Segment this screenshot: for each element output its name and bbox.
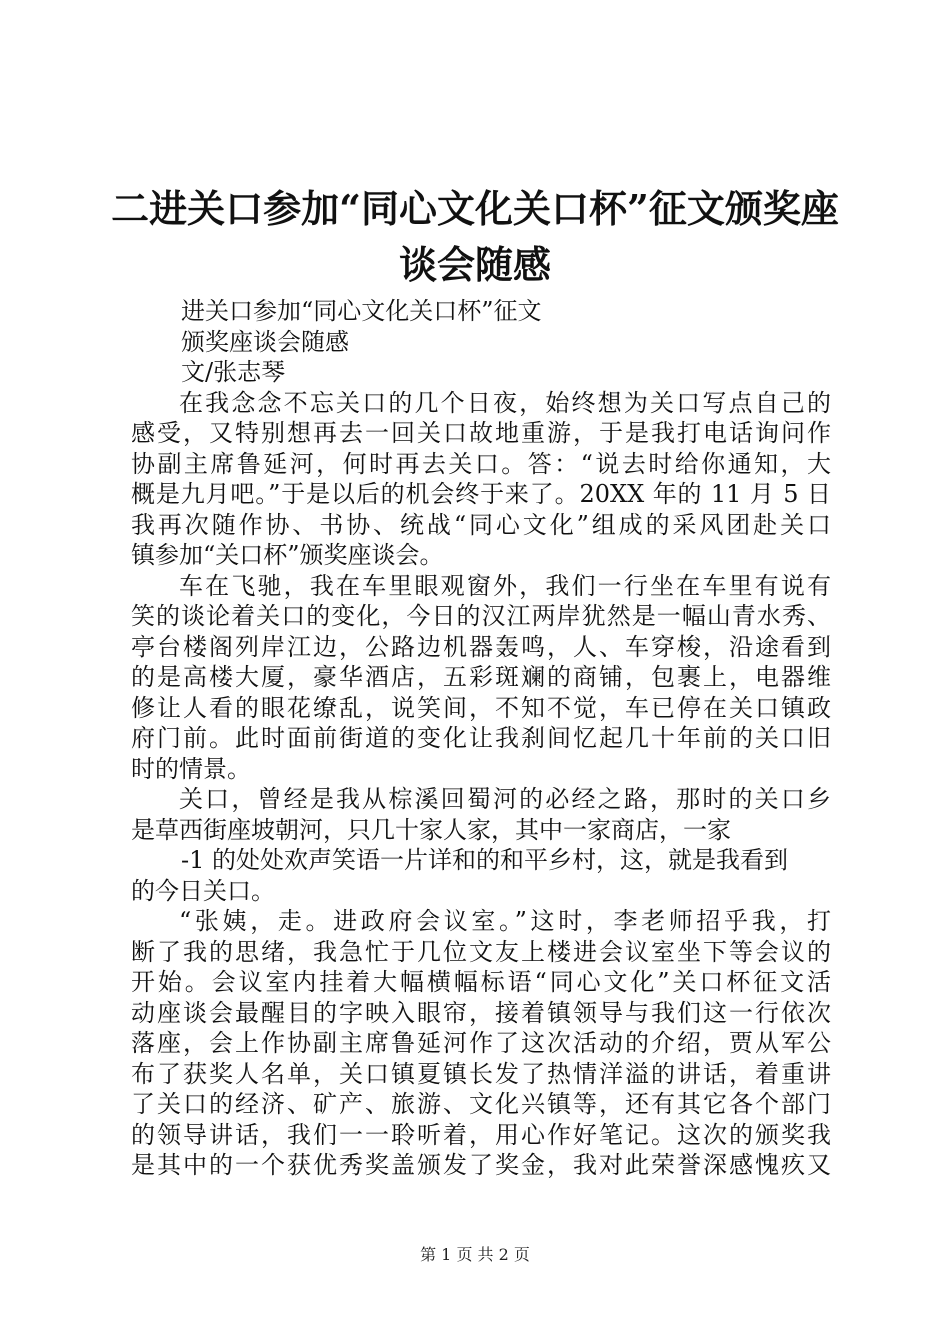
body-line: 布了获奖人名单，关口镇夏镇长发了热情洋溢的讲话，着重讲 xyxy=(131,1059,831,1088)
body-line: 落座，会上作协副主席鲁延河作了这次活动的介绍，贾从军公 xyxy=(131,1029,831,1057)
document-title-line-2: 谈会随感 xyxy=(398,242,551,287)
body-line: 亭台楼阁列岸江边，公路边机器轰鸣，人、车穿梭，沿途看到 xyxy=(131,632,831,661)
body-line: 是其中的一个获优秀奖盖颁发了奖金，我对此荣誉深感愧疚又 xyxy=(131,1151,831,1179)
body-line: 的领导讲话，我们一一聆听着，用心作好笔记。这次的颁奖我 xyxy=(131,1120,831,1149)
document-body xyxy=(131,296,831,1181)
body-line: 修让人看的眼花缭乱，说笑间，不知不觉，车已停在关口镇政 xyxy=(131,693,831,722)
body-line: 笑的谈论着关口的变化，今日的汉江两岸犹然是一幅山青水秀、 xyxy=(131,602,831,630)
body-line: 在我念念不忘关口的几个日夜，始终想为关口写点自己的 xyxy=(179,388,831,417)
body-line: 关口，曾经是我从棕溪回蜀河的必经之路，那时的关口乡 xyxy=(179,785,831,813)
body-line: 概是九月吧。”于是以后的机会终于来了。20XX 年的 11 月 5 日 xyxy=(131,480,831,508)
body-line: 是草西街座坡朝河，只几十家人家，其中一家商店，一家 xyxy=(131,815,731,844)
body-line: “张姨，走。进政府会议室。”这时，李老师招乎我，打 xyxy=(179,907,831,935)
document-title-line-1: 二进关口参加“同心文化关口杯”征文颁奖座 xyxy=(111,186,839,231)
body-line: 了关口的经济、矿产、旅游、文化兴镇等，还有其它各个部门 xyxy=(131,1090,831,1118)
body-line: 进关口参加“同心文化关口杯”征文 xyxy=(181,297,542,325)
body-line: -1 的处处欢声笑语一片详和的和平乡村，这，就是我看到 xyxy=(181,846,789,874)
body-line: 的今日关口。 xyxy=(131,876,275,905)
page-footer: 第 1 页 共 2 页 xyxy=(420,1245,530,1264)
body-line: 时的情景。 xyxy=(131,754,251,783)
body-line: 我再次随作协、书协、统战“同心文化”组成的采风团赴关口 xyxy=(131,510,831,539)
body-line: 颁奖座谈会随感 xyxy=(181,327,349,356)
body-line: 动座谈会最醒目的字映入眼帘，接着镇领导与我们这一行依次 xyxy=(131,998,831,1027)
body-line: 感受，又特别想再去一回关口故地重游，于是我打电话询问作 xyxy=(131,419,831,447)
body-line: 镇参加“关口杯”颁奖座谈会。 xyxy=(131,541,444,569)
body-line: 的是高楼大厦，豪华酒店，五彩斑斓的商铺，包裹上，电器维 xyxy=(131,663,831,691)
body-line: 文/张志琴 xyxy=(181,358,286,386)
body-line: 开始。会议室内挂着大幅横幅标语“同心文化”关口杯征文活 xyxy=(131,968,831,996)
body-line: 断了我的思绪，我急忙于几位文友上楼进会议室坐下等会议的 xyxy=(131,937,831,966)
body-line: 车在飞驰，我在车里眼观窗外，我们一行坐在车里有说有 xyxy=(179,571,831,600)
body-line: 府门前。此时面前街道的变化让我刹间忆起几十年前的关口旧 xyxy=(131,724,831,752)
body-line: 协副主席鲁延河，何时再去关口。答：“说去时给你通知，大 xyxy=(131,449,831,478)
